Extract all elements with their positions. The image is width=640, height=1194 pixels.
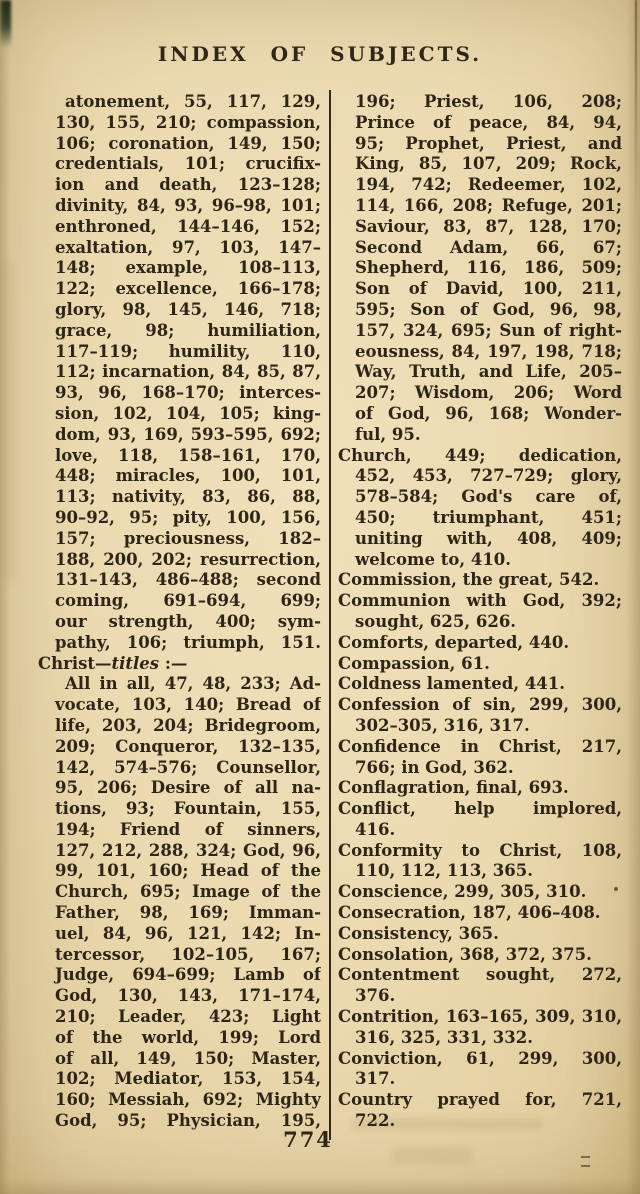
index-line: 131–143, 486–488; second: [55, 570, 321, 590]
index-line: divinity, 84, 93, 96–98, 101;: [55, 195, 321, 215]
index-line: Church, 449; dedication,: [338, 445, 622, 465]
index-line: of God, 96, 168; Wonder-: [355, 403, 622, 423]
index-line: sion, 102, 104, 105; king-: [55, 403, 321, 423]
index-line: coming, 691–694, 699;: [55, 591, 321, 611]
index-line: 130, 155, 210; compassion,: [55, 112, 321, 132]
index-line: Conscience, 299, 305, 310.: [338, 882, 587, 902]
index-line: love, 118, 158–161, 170,: [55, 445, 321, 465]
index-line: 448; miracles, 100, 101,: [55, 466, 321, 486]
index-line: enthroned, 144–146, 152;: [55, 216, 321, 236]
index-line: 93, 96, 168–170; interces-: [55, 383, 321, 403]
index-line: 148; example, 108–113,: [55, 258, 321, 278]
index-line: 114, 166, 208; Refuge, 201;: [355, 195, 622, 215]
index-line: 317.: [355, 1069, 396, 1089]
index-column-left: [38, 92, 321, 1136]
index-line: welcome to, 410.: [355, 549, 512, 569]
index-line: 196; Priest, 106, 208;: [355, 92, 622, 111]
index-line: 450; triumphant, 451;: [355, 507, 622, 527]
index-line: our strength, 400; sym-: [55, 611, 321, 631]
index-line: Saviour, 83, 87, 128, 170;: [355, 216, 622, 236]
index-line: 210; Leader, 423; Light: [55, 1007, 321, 1027]
index-line: uel, 84, 96, 121, 142; In-: [55, 923, 321, 943]
index-line: Country prayed for, 721,: [338, 1090, 622, 1110]
index-line: 160; Messiah, 692; Mighty: [55, 1090, 321, 1110]
index-line: Church, 695; Image of the: [55, 882, 321, 902]
index-line: exaltation, 97, 103, 147–: [55, 237, 321, 257]
index-line: Conformity to Christ, 108,: [338, 840, 622, 860]
index-line: Conflict, help implored,: [338, 799, 622, 819]
index-line: 122; excellence, 166–178;: [55, 279, 321, 299]
index-line: 416.: [355, 819, 396, 839]
index-line: dom, 93, 169, 593–595, 692;: [55, 424, 321, 444]
column-divider-rule: [329, 90, 331, 1140]
index-line: Contrition, 163–165, 309, 310,: [338, 1007, 622, 1027]
index-line: grace, 98; humiliation,: [55, 320, 321, 340]
index-line: sought, 625, 626.: [355, 611, 517, 631]
index-line: Consecration, 187, 406–408.: [338, 903, 601, 923]
index-line: 110, 112, 113, 365.: [355, 861, 533, 881]
index-line: tions, 93; Fountain, 155,: [55, 799, 321, 819]
index-line: Commission, the great, 542.: [338, 570, 600, 590]
index-line: glory, 98, 145, 146, 718;: [55, 299, 321, 319]
index-line: 722.: [355, 1111, 396, 1131]
index-line: 188, 200, 202; resurrection,: [55, 549, 321, 569]
index-line: eousness, 84, 197, 198, 718;: [355, 341, 622, 361]
index-line: Second Adam, 66, 67;: [355, 237, 622, 257]
index-line: 90–92, 95; pity, 100, 156,: [55, 507, 321, 527]
index-line: of the world, 199; Lord: [55, 1027, 321, 1047]
index-line: God, 130, 143, 171–174,: [55, 986, 321, 1006]
index-line: life, 203, 204; Bridegroom,: [55, 715, 321, 735]
index-line: Compassion, 61.: [338, 653, 490, 673]
page-title: INDEX OF SUBJECTS.: [157, 42, 483, 66]
index-line: Confession of sin, 299, 300,: [338, 695, 622, 715]
index-line: Conflagration, final, 693.: [338, 778, 569, 798]
index-line: credentials, 101; crucifix-: [55, 154, 321, 174]
index-line: Judge, 694–699; Lamb of: [55, 965, 321, 985]
index-line: 157; preciousness, 182–: [55, 528, 321, 548]
index-line: 99, 101, 160; Head of the: [55, 861, 321, 881]
index-line: 452, 453, 727–729; glory,: [355, 466, 622, 486]
index-line: Prince of peace, 84, 94,: [355, 112, 622, 132]
index-line: 127, 212, 288, 324; God, 96,: [55, 840, 321, 860]
index-line: God, 95; Physician, 195,: [55, 1111, 321, 1131]
index-line: 302–305, 316, 317.: [355, 715, 530, 735]
index-line: 209; Conqueror, 132–135,: [55, 736, 321, 756]
index-line: 142, 574–576; Counsellor,: [55, 757, 321, 777]
page-number: 774: [283, 1127, 333, 1152]
index-line: Shepherd, 116, 186, 509;: [355, 258, 622, 278]
index-line: 112; incarnation, 84, 85, 87,: [55, 362, 321, 382]
index-line: Way, Truth, and Life, 205–: [355, 362, 622, 382]
index-line: uniting with, 408, 409;: [355, 528, 622, 548]
index-line: Consistency, 365.: [338, 923, 499, 943]
index-line: Father, 98, 169; Imman-: [55, 903, 321, 923]
index-line: Christ—titles :—: [38, 653, 188, 673]
index-line: 113; nativity, 83, 86, 88,: [55, 487, 321, 507]
index-line: 106; coronation, 149, 150;: [55, 133, 321, 153]
index-line: 316, 325, 331, 332.: [355, 1027, 533, 1047]
index-line: 102; Mediator, 153, 154,: [55, 1069, 321, 1089]
index-line: 595; Son of God, 96, 98,: [355, 299, 622, 319]
index-line: All in all, 47, 48, 233; Ad-: [65, 674, 321, 694]
index-line: of all, 149, 150; Master,: [55, 1048, 321, 1068]
index-line: ion and death, 123–128;: [55, 175, 321, 195]
index-line: Consolation, 368, 372, 375.: [338, 944, 592, 964]
index-line: Comforts, departed, 440.: [338, 632, 570, 652]
index-line: 766; in God, 362.: [355, 757, 514, 777]
index-line: 95, 206; Desire of all na-: [55, 778, 321, 798]
index-line: Coldness lamented, 441.: [338, 674, 566, 694]
index-line: Son of David, 100, 211,: [355, 279, 622, 299]
index-line: 376.: [355, 986, 396, 1006]
index-line: 95; Prophet, Priest, and: [355, 133, 622, 153]
index-line: atonement, 55, 117, 129,: [65, 92, 321, 111]
index-line: Conviction, 61, 299, 300,: [338, 1048, 622, 1068]
index-line: Confidence in Christ, 217,: [338, 736, 622, 756]
index-line: Contentment sought, 272,: [338, 965, 622, 985]
index-line: tercessor, 102–105, 167;: [55, 944, 321, 964]
index-line: 194, 742; Redeemer, 102,: [355, 175, 622, 195]
index-line: 207; Wisdom, 206; Word: [355, 383, 622, 403]
index-column-right: [338, 92, 622, 1136]
index-line: 157, 324, 695; Sun of right-: [355, 320, 622, 340]
index-line: 578–584; God's care of,: [355, 487, 622, 507]
index-line: 117–119; humility, 110,: [55, 341, 321, 361]
index-line: 194; Friend of sinners,: [55, 819, 321, 839]
index-line: pathy, 106; triumph, 151.: [55, 632, 321, 652]
index-line: vocate, 103, 140; Bread of: [55, 695, 321, 715]
index-line: ful, 95.: [355, 424, 421, 444]
index-line: Communion with God, 392;: [338, 591, 622, 611]
index-line: King, 85, 107, 209; Rock,: [355, 154, 622, 174]
